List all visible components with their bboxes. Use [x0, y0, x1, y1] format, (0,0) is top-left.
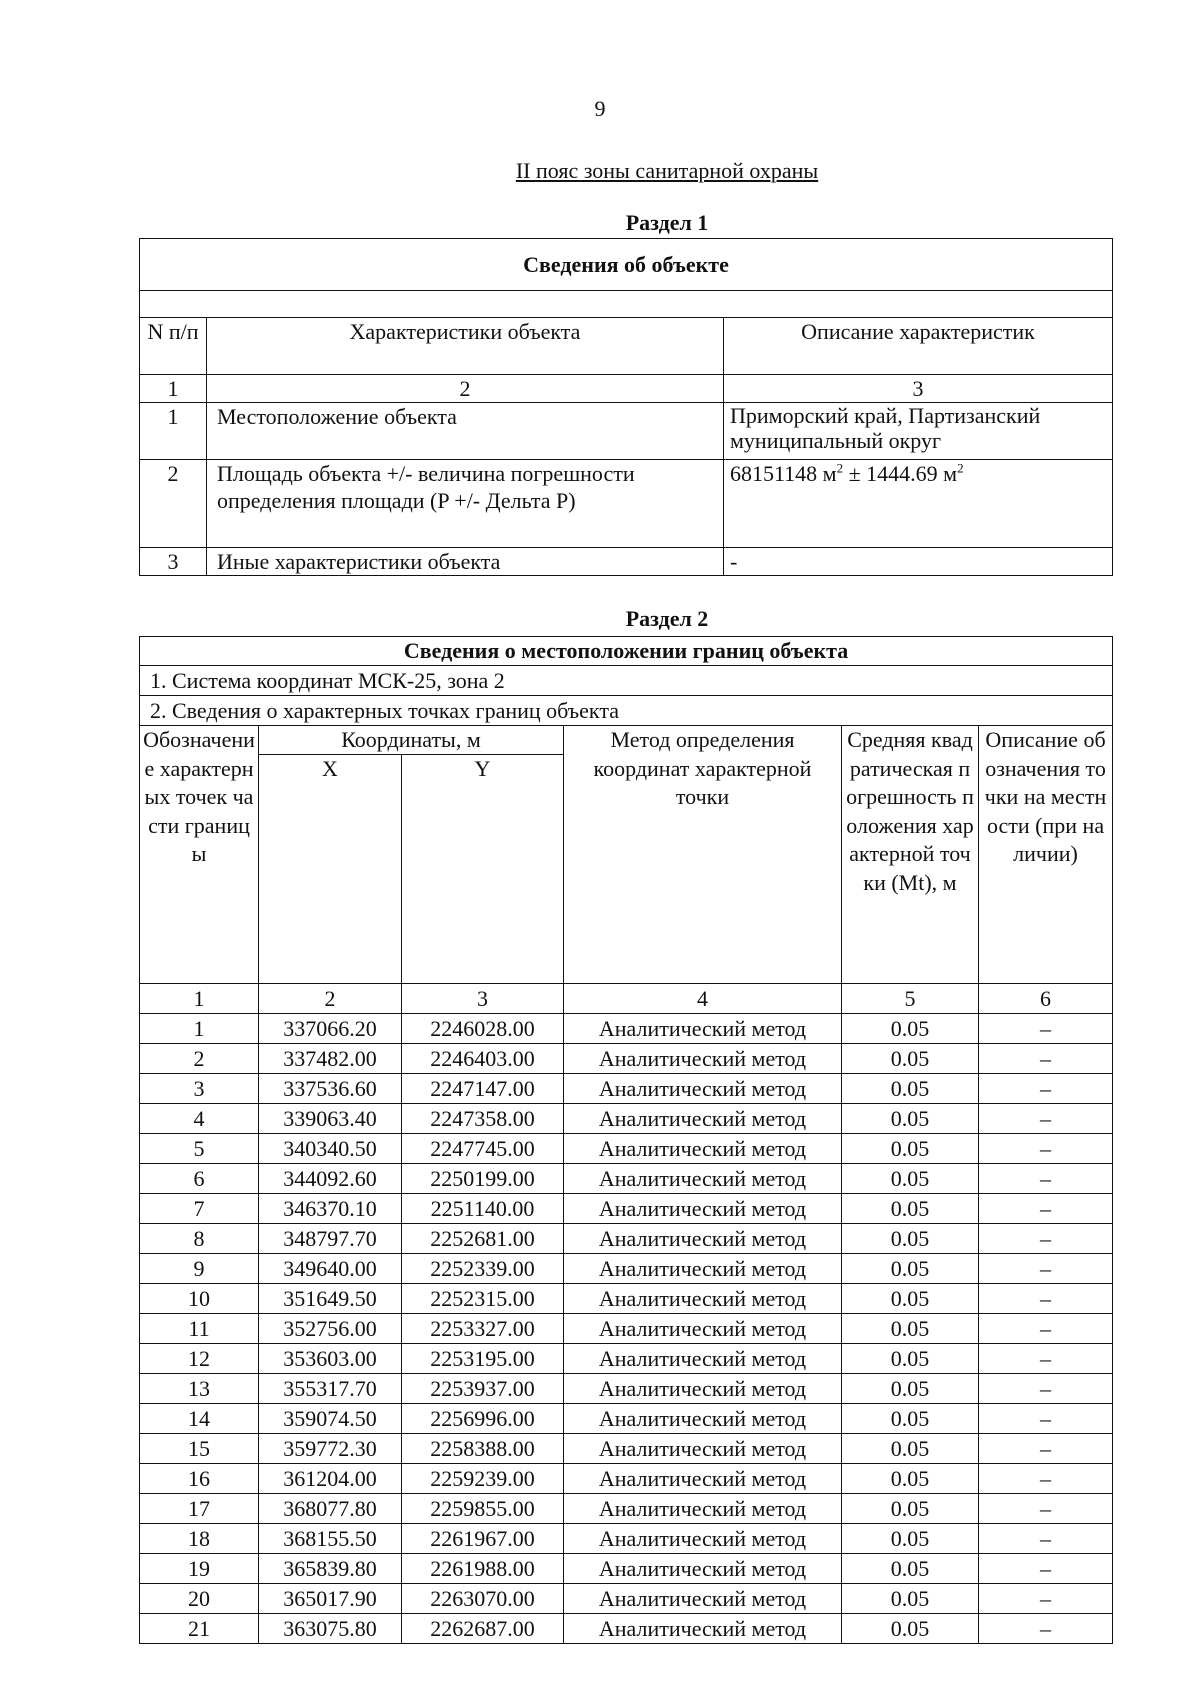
description-cell: Приморский край, Партизанский муниципальный округ [724, 403, 1113, 460]
method: Аналитический метод [564, 1224, 842, 1254]
table-row [140, 1314, 1113, 1344]
coord-x: 365839.80 [259, 1554, 402, 1584]
mt-error: 0.05 [842, 1224, 979, 1254]
coord-x: 359772.30 [259, 1434, 402, 1464]
point-number: 8 [140, 1224, 259, 1254]
table-row [140, 403, 1113, 460]
object-info-header: Сведения об объекте [140, 239, 1113, 291]
point-number: 18 [140, 1524, 259, 1554]
coord-y: 2259855.00 [402, 1494, 564, 1524]
zone-title: II пояс зоны санитарной охраны [515, 158, 819, 183]
table-header-row [140, 726, 1113, 755]
method: Аналитический метод [564, 1584, 842, 1614]
coord-x: 339063.40 [259, 1104, 402, 1134]
table-row [140, 1194, 1113, 1224]
method: Аналитический метод [564, 1344, 842, 1374]
table-header-row [140, 318, 1113, 375]
point-description: – [979, 1284, 1113, 1314]
method: Аналитический метод [564, 1494, 842, 1524]
point-number: 5 [140, 1134, 259, 1164]
table-row [140, 1464, 1113, 1494]
mt-error: 0.05 [842, 1014, 979, 1044]
point-description: – [979, 1074, 1113, 1104]
point-description: – [979, 1584, 1113, 1614]
coord-y: 2258388.00 [402, 1434, 564, 1464]
mt-error: 0.05 [842, 1314, 979, 1344]
mt-error: 0.05 [842, 1404, 979, 1434]
point-description: – [979, 1344, 1113, 1374]
coordinate-system: 1. Система координат МСК-25, зона 2 [140, 666, 1113, 696]
table-row [140, 1434, 1113, 1464]
area-error: ± 1444.69 м [848, 461, 958, 486]
point-description: – [979, 1614, 1113, 1644]
method: Аналитический метод [564, 1104, 842, 1134]
point-description: – [979, 1224, 1113, 1254]
col-number: 5 [842, 984, 979, 1014]
point-number: 3 [140, 1074, 259, 1104]
table-row [140, 1254, 1113, 1284]
col-number: 6 [979, 984, 1113, 1014]
coord-y: 2262687.00 [402, 1614, 564, 1644]
table-row [140, 1614, 1113, 1644]
mt-error: 0.05 [842, 1494, 979, 1524]
coord-y: 2253195.00 [402, 1344, 564, 1374]
col-number: 1 [140, 984, 259, 1014]
mt-error: 0.05 [842, 1374, 979, 1404]
table-row [140, 1164, 1113, 1194]
table-row [140, 1074, 1113, 1104]
point-description: – [979, 1554, 1113, 1584]
mt-error: 0.05 [842, 1344, 979, 1374]
mt-error: 0.05 [842, 1254, 979, 1284]
point-description: – [979, 1044, 1113, 1074]
mt-error: 0.05 [842, 1554, 979, 1584]
point-number: 6 [140, 1164, 259, 1194]
col-header-coords: Координаты, м [259, 726, 564, 755]
point-number: 15 [140, 1434, 259, 1464]
point-number: 19 [140, 1554, 259, 1584]
coord-y: 2256996.00 [402, 1404, 564, 1434]
coord-y: 2259239.00 [402, 1464, 564, 1494]
table-row [140, 1404, 1113, 1434]
coord-x: 348797.70 [259, 1224, 402, 1254]
method: Аналитический метод [564, 1314, 842, 1344]
characteristic-cell: Местоположение объекта [207, 403, 724, 460]
point-description: – [979, 1134, 1113, 1164]
mt-error: 0.05 [842, 1284, 979, 1314]
table-row [140, 1554, 1113, 1584]
point-description: – [979, 1254, 1113, 1284]
point-number: 17 [140, 1494, 259, 1524]
object-info-table [139, 238, 1113, 576]
point-description: – [979, 1164, 1113, 1194]
point-description: – [979, 1014, 1113, 1044]
coord-y: 2252339.00 [402, 1254, 564, 1284]
point-number: 14 [140, 1404, 259, 1434]
point-number: 16 [140, 1464, 259, 1494]
coord-y: 2261988.00 [402, 1554, 564, 1584]
point-number: 11 [140, 1314, 259, 1344]
row-number: 2 [140, 460, 207, 548]
method: Аналитический метод [564, 1254, 842, 1284]
coord-x: 355317.70 [259, 1374, 402, 1404]
description-cell: - [724, 548, 1113, 576]
method: Аналитический метод [564, 1554, 842, 1584]
coord-x: 363075.80 [259, 1614, 402, 1644]
coord-x: 344092.60 [259, 1164, 402, 1194]
method: Аналитический метод [564, 1134, 842, 1164]
coord-y: 2253327.00 [402, 1314, 564, 1344]
col-number: 4 [564, 984, 842, 1014]
point-description: – [979, 1104, 1113, 1134]
method: Аналитический метод [564, 1434, 842, 1464]
coord-y: 2247358.00 [402, 1104, 564, 1134]
point-number: 2 [140, 1044, 259, 1074]
col-header-characteristic: Характеристики объекта [207, 318, 724, 375]
boundary-points-table [139, 636, 1113, 1644]
method: Аналитический метод [564, 1464, 842, 1494]
section1-title: Раздел 1 [625, 210, 709, 235]
col-number: 3 [724, 375, 1113, 403]
point-number: 7 [140, 1194, 259, 1224]
mt-error: 0.05 [842, 1074, 979, 1104]
method: Аналитический метод [564, 1194, 842, 1224]
col-number: 3 [402, 984, 564, 1014]
area-value: 68151148 м [730, 461, 837, 486]
point-description: – [979, 1374, 1113, 1404]
table-row [140, 1344, 1113, 1374]
method: Аналитический метод [564, 1524, 842, 1554]
table-row [140, 548, 1113, 576]
method: Аналитический метод [564, 1164, 842, 1194]
table-row [140, 1284, 1113, 1314]
coord-y: 2253937.00 [402, 1374, 564, 1404]
col-header-y: Y [402, 755, 564, 984]
point-description: – [979, 1194, 1113, 1224]
characteristic-cell: Площадь объекта +/- величина погрешности определения площади (P +/- Дельта P) [207, 460, 724, 548]
point-description: – [979, 1524, 1113, 1554]
point-description: – [979, 1404, 1113, 1434]
mt-error: 0.05 [842, 1614, 979, 1644]
table-row [140, 1044, 1113, 1074]
coord-x: 365017.90 [259, 1584, 402, 1614]
coord-y: 2251140.00 [402, 1194, 564, 1224]
mt-error: 0.05 [842, 1194, 979, 1224]
method: Аналитический метод [564, 1404, 842, 1434]
table-row [140, 1104, 1113, 1134]
coord-y: 2247745.00 [402, 1134, 564, 1164]
coord-y: 2252681.00 [402, 1224, 564, 1254]
col-header-method: Метод определения координат характерной точки [564, 726, 842, 984]
method: Аналитический метод [564, 1614, 842, 1644]
description-cell [724, 460, 1113, 548]
coord-y: 2246028.00 [402, 1014, 564, 1044]
point-number: 1 [140, 1014, 259, 1044]
area-error-superscript: 2 [957, 460, 964, 476]
table-row [140, 1494, 1113, 1524]
coord-x: 349640.00 [259, 1254, 402, 1284]
col-number: 2 [207, 375, 724, 403]
method: Аналитический метод [564, 1014, 842, 1044]
table-row [140, 460, 1113, 548]
point-description: – [979, 1494, 1113, 1524]
method: Аналитический метод [564, 1074, 842, 1104]
coord-x: 337482.00 [259, 1044, 402, 1074]
point-number: 4 [140, 1104, 259, 1134]
point-number: 10 [140, 1284, 259, 1314]
mt-error: 0.05 [842, 1164, 979, 1194]
table-row [140, 1014, 1113, 1044]
coord-x: 361204.00 [259, 1464, 402, 1494]
point-number: 21 [140, 1614, 259, 1644]
table-row [140, 1134, 1113, 1164]
coord-x: 337536.60 [259, 1074, 402, 1104]
mt-error: 0.05 [842, 1104, 979, 1134]
coord-x: 351649.50 [259, 1284, 402, 1314]
coord-x: 340340.50 [259, 1134, 402, 1164]
col-number: 1 [140, 375, 207, 403]
coord-y: 2250199.00 [402, 1164, 564, 1194]
point-description: – [979, 1464, 1113, 1494]
col-header-n: N п/п [140, 318, 207, 375]
point-number: 13 [140, 1374, 259, 1404]
coord-x: 368155.50 [259, 1524, 402, 1554]
coord-y: 2246403.00 [402, 1044, 564, 1074]
mt-error: 0.05 [842, 1524, 979, 1554]
method: Аналитический метод [564, 1044, 842, 1074]
point-number: 12 [140, 1344, 259, 1374]
row-number: 3 [140, 548, 207, 576]
points-body [140, 1014, 1113, 1644]
col-number-row [140, 984, 1113, 1014]
point-number: 20 [140, 1584, 259, 1614]
coord-x: 353603.00 [259, 1344, 402, 1374]
coord-y: 2247147.00 [402, 1074, 564, 1104]
col-header-designation: Обозначение характерных точек части границы [140, 726, 259, 984]
col-header-error: Средняя квадратическая погрешность положения характерной точки (Mt), м [842, 726, 979, 984]
coord-y: 2252315.00 [402, 1284, 564, 1314]
coord-y: 2263070.00 [402, 1584, 564, 1614]
col-number: 2 [259, 984, 402, 1014]
mt-error: 0.05 [842, 1134, 979, 1164]
coord-y: 2261967.00 [402, 1524, 564, 1554]
coord-x: 352756.00 [259, 1314, 402, 1344]
col-header-description: Описание характеристик [724, 318, 1113, 375]
method: Аналитический метод [564, 1284, 842, 1314]
coord-x: 359074.50 [259, 1404, 402, 1434]
point-description: – [979, 1314, 1113, 1344]
col-header-x: X [259, 755, 402, 984]
point-number: 9 [140, 1254, 259, 1284]
page-number: 9 [594, 96, 606, 121]
table-row [140, 1584, 1113, 1614]
table-row [140, 1374, 1113, 1404]
table-row [140, 1224, 1113, 1254]
section2-title: Раздел 2 [625, 606, 709, 631]
mt-error: 0.05 [842, 1464, 979, 1494]
empty-row [140, 291, 1113, 318]
mt-error: 0.05 [842, 1434, 979, 1464]
area-superscript: 2 [836, 460, 844, 476]
mt-error: 0.05 [842, 1584, 979, 1614]
coord-x: 368077.80 [259, 1494, 402, 1524]
boundary-header: Сведения о местоположении границ объекта [140, 637, 1113, 666]
point-description: – [979, 1434, 1113, 1464]
col-header-point-description: Описание обозначения точки на местности (при наличии) [979, 726, 1113, 984]
characteristic-cell: Иные характеристики объекта [207, 548, 724, 576]
points-info: 2. Сведения о характерных точках границ объекта [140, 696, 1113, 726]
method: Аналитический метод [564, 1374, 842, 1404]
coord-x: 337066.20 [259, 1014, 402, 1044]
row-number: 1 [140, 403, 207, 460]
mt-error: 0.05 [842, 1044, 979, 1074]
table-row [140, 1524, 1113, 1554]
col-number-row [140, 375, 1113, 403]
coord-x: 346370.10 [259, 1194, 402, 1224]
